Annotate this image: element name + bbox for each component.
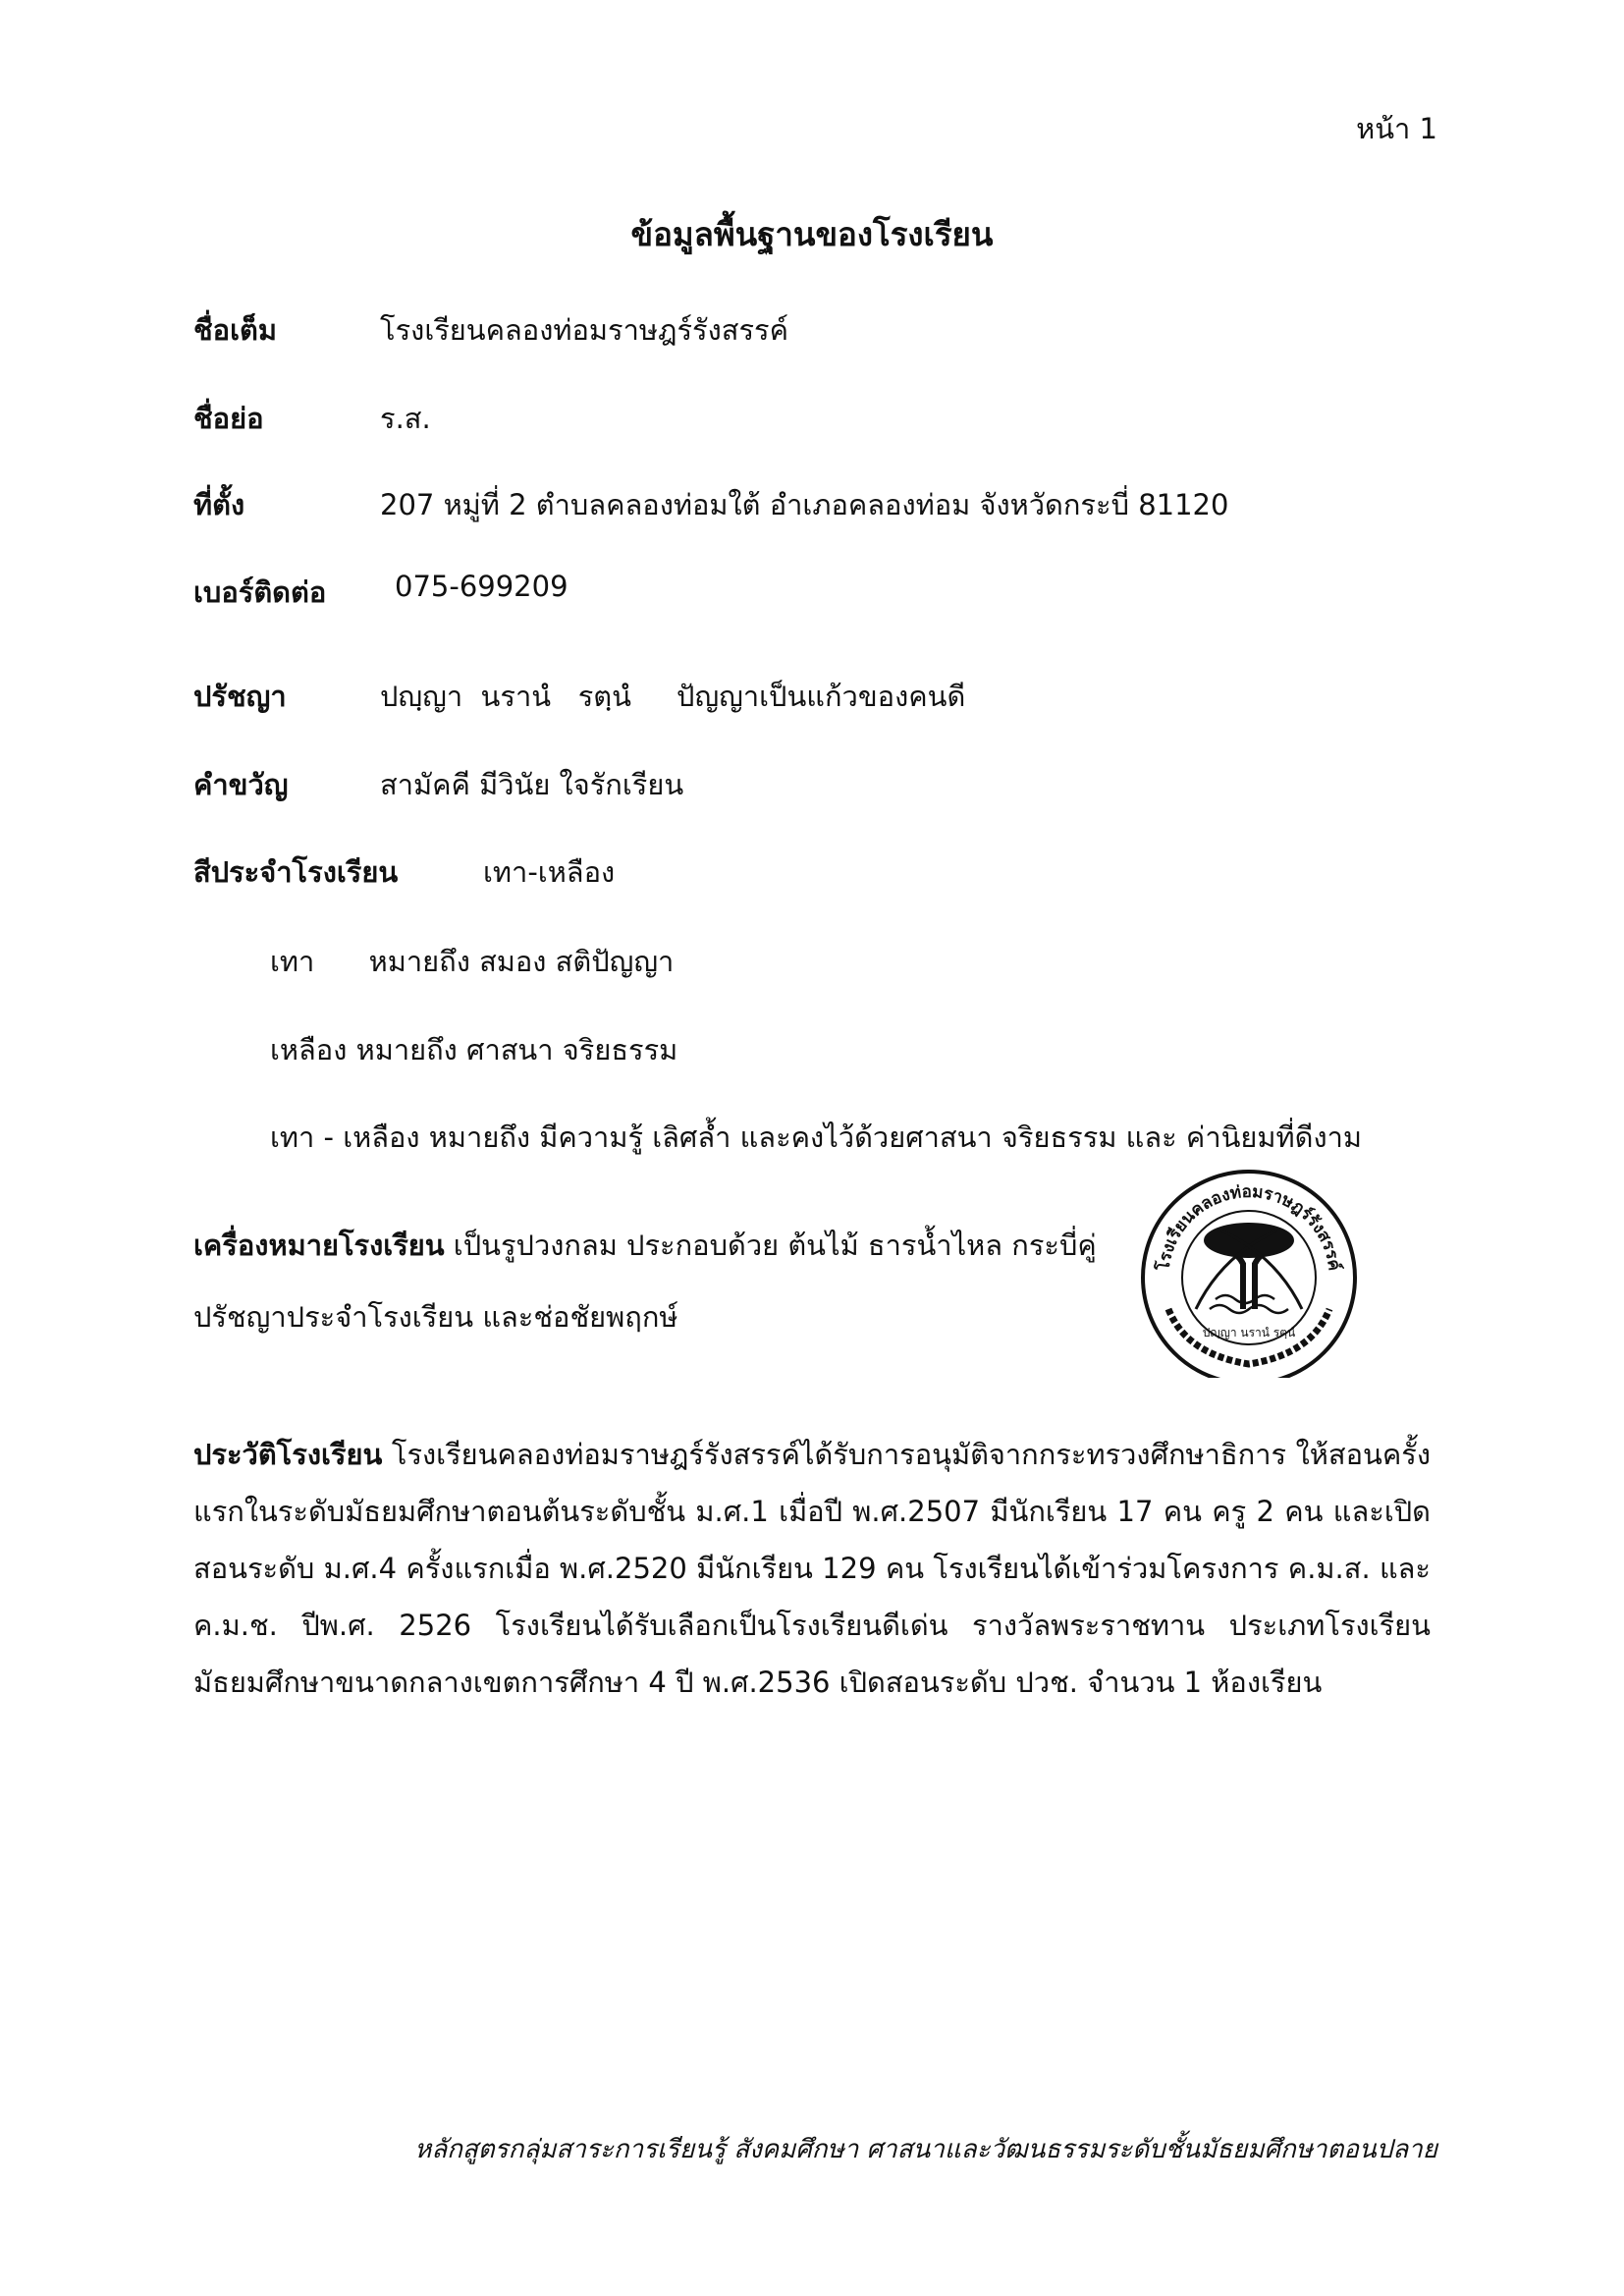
field-value: ปญฺญา นรานํ รตฺนํ ปัญญาเป็นแก้วของคนดี — [380, 680, 966, 713]
field-value: เทา-เหลือง — [483, 855, 616, 889]
emblem-label: เครื่องหมายโรงเรียน — [193, 1229, 445, 1262]
page-title: ข้อมูลพื้นฐานของโรงเรียน — [630, 215, 994, 253]
field-value: 075-699209 — [395, 570, 568, 603]
emblem-line-2: ปรัชญาประจำโรงเรียน และช่อชัยพฤกษ์ — [193, 1300, 678, 1334]
field-value: 207 หมู่ที่ 2 ตำบลคลองท่อมใต้ อำเภอคลองท่อม จังหวัดกระบี่ 81120 — [380, 488, 1229, 521]
emblem-line-1 — [193, 1223, 1097, 1268]
field-label: สีประจำโรงเรียน — [193, 855, 399, 889]
history-text: โรงเรียนคลองท่อมราษฎร์รังสรรค์ได้รับการอนุมัติจากกระทรวงศึกษาธิการ ให้สอนครั้งแรกในระดับมัธยมศึกษาตอนต้นระดับชั้น ม.ศ.1 เมื่อปี พ.ศ.2507 มีนักเรียน 17 คน ครู 2 คน และเปิดสอนระดับ ม.ศ.4 ครั้งแรกเมื่อ พ.ศ.2520 มีนักเรียน 129 คน โรงเรียนได้เข้าร่วมโครงการ ค.ม.ส. และ ค.ม.ช. ปีพ.ศ. 2526 โรงเรียนได้รับเลือกเป็นโรงเรียนดีเด่น รางวัลพระราชทาน ประเภทโรงเรียนมัธยมศึกษาขนาดกลางเขตการศึกษา 4 ปี พ.ศ.2536 เปิดสอนระดับ ปวช. จำนวน 1 ห้องเรียน — [193, 1438, 1431, 1699]
field-label: ปรัชญา — [193, 680, 287, 713]
color-meaning-yellow: เหลือง หมายถึง ศาสนา จริยธรรม — [270, 1033, 678, 1066]
page-footer: หลักสูตรกลุ่มสาระการเรียนรู้ สังคมศึกษา ศาสนาและวัฒนธรรมระดับชั้นมัธยมศึกษาตอนปลาย — [414, 2135, 1437, 2164]
field-label: ที่ตั้ง — [193, 488, 245, 521]
field-label: คำขวัญ — [193, 768, 289, 801]
seal-arc-text: โรงเรียนคลองท่อมราษฎร์รังสรรค์ — [1154, 1181, 1344, 1273]
field-value: สามัคคี มีวินัย ใจรักเรียน — [380, 768, 684, 801]
school-seal-logo — [1129, 1162, 1365, 1378]
emblem-description: เป็นรูปวงกลม ประกอบด้วย ต้นไม้ ธารน้ำไหล กระบี่คู่ — [444, 1229, 1097, 1262]
field-label: ชื่อย่อ — [193, 402, 264, 435]
field-value: ร.ส. — [380, 402, 431, 435]
field-value: โรงเรียนคลองท่อมราษฎร์รังสรรค์ — [380, 313, 789, 347]
history-paragraph — [193, 1426, 1431, 1711]
history-label: ประวัติโรงเรียน — [193, 1438, 383, 1471]
color-meaning-gray: เทา หมายถึง สมอง สติปัญญา — [270, 945, 675, 978]
color-meaning-gray-yellow: เทา - เหลือง หมายถึง มีความรู้ เลิศล้ำ และคงไว้ด้วยศาสนา จริยธรรม และ ค่านิยมที่ดีงาม — [270, 1121, 1363, 1154]
seal-motto-text: ปญฺญา นรานํ รตฺนํ — [1202, 1326, 1296, 1339]
field-label: เบอร์ติดต่อ — [193, 575, 327, 609]
field-label: ชื่อเต็ม — [193, 313, 277, 347]
page-number: หน้า 1 — [1356, 112, 1437, 145]
